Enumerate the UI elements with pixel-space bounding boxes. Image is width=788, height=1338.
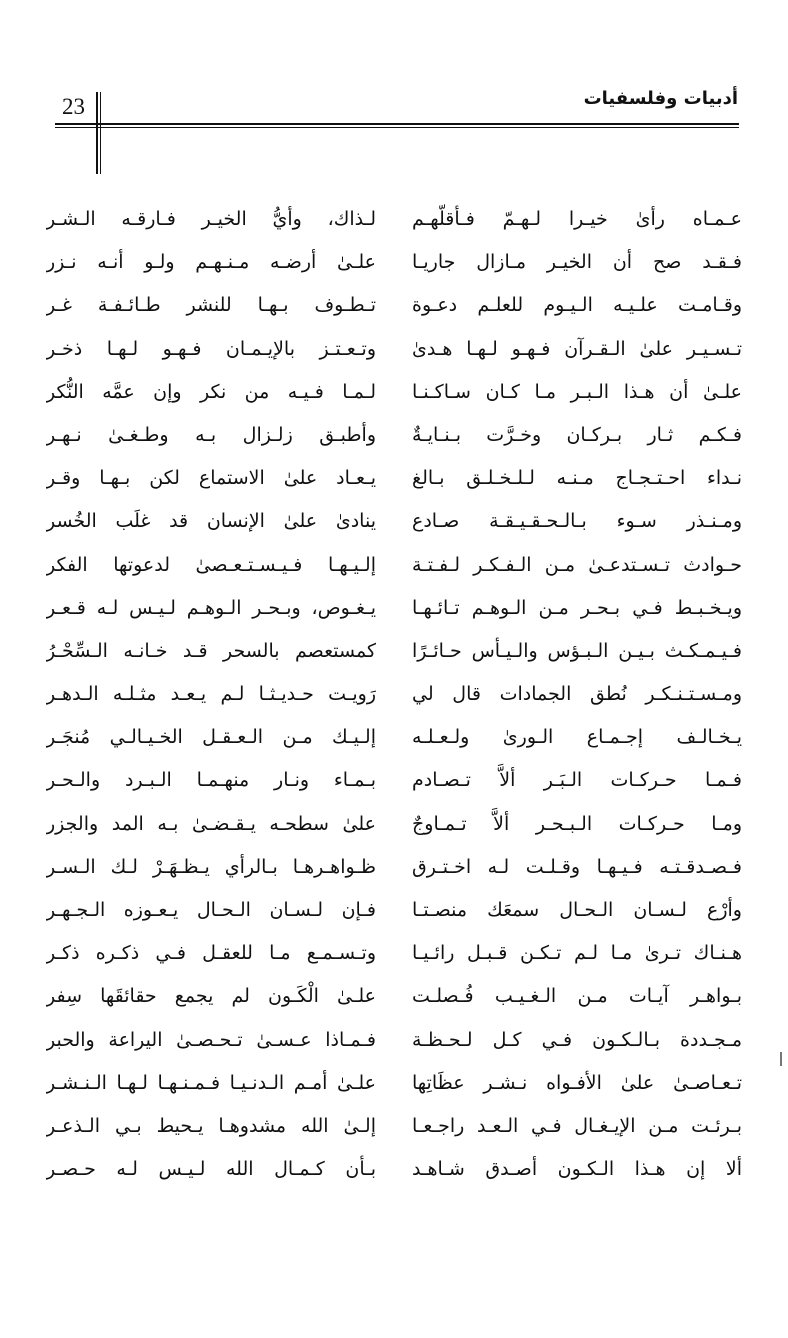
margin-mark	[780, 1052, 782, 1066]
verse-second-hemistich: يـعـاد علىٰ الاستماع لكن بـهـا وقـر	[46, 467, 376, 490]
verse-second-hemistich: علىٰ سطحـه يـقـضـىٰ بـه المد والجزر	[46, 812, 376, 835]
verse-second-hemistich: وأطبـق زلـزال بـه وطـغـىٰ نـهـر	[46, 423, 376, 446]
verse-first-hemistich: وأرْع لـسـان الـحـال سمعَك منصـتـا	[412, 899, 742, 921]
verse-second-hemistich: إلـيـهـا فـيـسـتـعـصىٰ لدعوتها الفكر	[46, 553, 376, 576]
page-number: 23	[62, 94, 85, 119]
verse-first-hemistich: ويـخـبـط فـي بـحـر مـن الـوهـم تـائـهـا	[412, 596, 742, 619]
verse-first-hemistich: حـوادث تـسـتدعـىٰ مـن الـفـكـر لـفـتـة	[412, 553, 742, 576]
verse-first-hemistich: ومـا حـركـات الـبـحـر ألاَّ تـمـاوجٌ	[412, 812, 742, 835]
verse-second-hemistich: ينادىٰ علىٰ الإنسان قد غلَب الخُسر	[46, 510, 376, 533]
verse-second-hemistich: بـمـاء ونـار منهـمـا الـبـرد والـحـر	[46, 769, 376, 792]
poem-column-second-hemistich	[46, 198, 376, 1191]
header-vertical-rule-thin	[100, 92, 101, 174]
verse-first-hemistich: فـمـا حـركـات الـبَـر ألاَّ تـصـادم	[412, 769, 742, 792]
verse-second-hemistich: لـذاك، وأيُّ الخيـر فـارقـه الـشـر	[46, 208, 376, 230]
verse-first-hemistich: هـنـاك تـرىٰ مـا لـم تـكـن قـبـل رائـيـا	[412, 942, 742, 965]
header-rule-thin	[55, 127, 739, 128]
verse-first-hemistich: فـصـدقـتـه فـيـهـا وقـلـت لـه اخـتـرق	[412, 855, 742, 878]
verse-first-hemistich: ومـنـذر سـوء بـالـحـقـيـقـة صـادع	[412, 510, 742, 533]
verse-first-hemistich: فـيـمـكـث بـيـن الـبـؤس والـيـأس حـائـرًا	[412, 639, 742, 662]
header-rule	[55, 123, 739, 125]
verse-first-hemistich: بـرئـت مـن الإيـغـال فـي الـعـد راجـعـا	[412, 1114, 742, 1137]
poem-column-first-hemistich	[412, 198, 742, 1191]
verse-first-hemistich: علـىٰ أن هـذا الـبـر مـا كـان سـاكـنـا	[412, 380, 742, 403]
verse-first-hemistich: تـسـيـر علىٰ الـقـرآن فـهـو لـهـا هـدىٰ	[412, 337, 742, 360]
verse-second-hemistich: فـمـاذا عـسـىٰ تـحـصـىٰ اليراعة والحبر	[46, 1028, 376, 1051]
verse-second-hemistich: ظـواهـرهـا بـالرأي يـظـهَـرْ لـك الـسـر	[46, 855, 376, 878]
verse-second-hemistich: إلـىٰ الله مشدوهـا يـحيط بـي الـذعـر	[46, 1114, 376, 1137]
verse-first-hemistich: فـقـد صح أن الخيـر مـازال جاريـا	[412, 251, 742, 274]
verse-second-hemistich: وتـسـمـع مـا للعقـل فـي ذكـره ذكـر	[46, 942, 376, 965]
verse-second-hemistich: علـىٰ أرضـه مـنـهـم ولـو أنـه نـزر	[46, 251, 376, 274]
verse-first-hemistich: بـواهـر آيـات مـن الـغـيـب فُـصلـت	[412, 985, 742, 1008]
verse-first-hemistich: عـمـاه رأىٰ خيـرا لـهـمّ فـأقلّهـم	[412, 208, 742, 230]
verse-first-hemistich: ألا إن هـذا الـكـون أصـدق شـاهـد	[412, 1158, 742, 1181]
verse-second-hemistich: كمستعصم بالسحر قـد خـانـه الـسِّحْـرُ	[46, 639, 376, 662]
verse-second-hemistich: فـإن لـسـان الـحـال يـعـوزه الـجـهـر	[46, 899, 376, 921]
header-vertical-rule	[96, 92, 98, 174]
verse-first-hemistich: نـداء احـتـجـاج مـنـه لـلـخـلـق بـالغ	[412, 467, 742, 490]
verse-second-hemistich: يـغـوص، وبـحـر الـوهـم لـيـس لـه قـعـر	[46, 596, 376, 619]
running-title: أدبيات وفلسفيات	[583, 88, 738, 109]
verse-second-hemistich: وتـعـتـز بالإيـمـان فـهـو لـهـا ذخـر	[46, 337, 376, 360]
verse-second-hemistich: لـمـا فـيـه من نكر وإن عمَّه النُّكر	[46, 380, 376, 403]
verse-second-hemistich: بـأن كـمـال الله لـيـس لـه حـصـر	[46, 1158, 376, 1181]
verse-second-hemistich: علـىٰ الْكَـون لم يجمع حقائقَها سِفر	[46, 985, 376, 1008]
verse-first-hemistich: مـجـددة بـالـكـون فـي كـل لـحـظـة	[412, 1028, 742, 1051]
verse-second-hemistich: علـىٰ أمـم الـدنـيـا فـمـنـهـا لـهـا الـنـشـر	[46, 1071, 376, 1094]
verse-second-hemistich: إلـيـك مـن الـعـقـل الخـيـالـي مُنجَـر	[46, 726, 376, 749]
verse-second-hemistich: تـطـوف بـهـا للنشر طـائـفـة غـر	[46, 294, 376, 317]
verse-first-hemistich: وقـامـت علـيـه الـيـوم للعلـم دعـوة	[412, 294, 742, 317]
verse-first-hemistich: فـكـم ثـار بـركـان وخـرَّت بـنـايـةٌ	[412, 423, 742, 446]
verse-second-hemistich: رَويـت حـديـثـا لـم يـعـد مثـلـه الـدهـر	[46, 683, 376, 706]
verse-first-hemistich: تـعـاصـىٰ علىٰ الأفـواه نـشـر عظَاتِها	[412, 1071, 742, 1094]
verse-first-hemistich: يـخـالـف إجـمـاع الـورىٰ ولـعـلـه	[412, 726, 742, 749]
verse-first-hemistich: ومـسـتـنـكـر نُطق الجمادات قال لي	[412, 683, 742, 706]
